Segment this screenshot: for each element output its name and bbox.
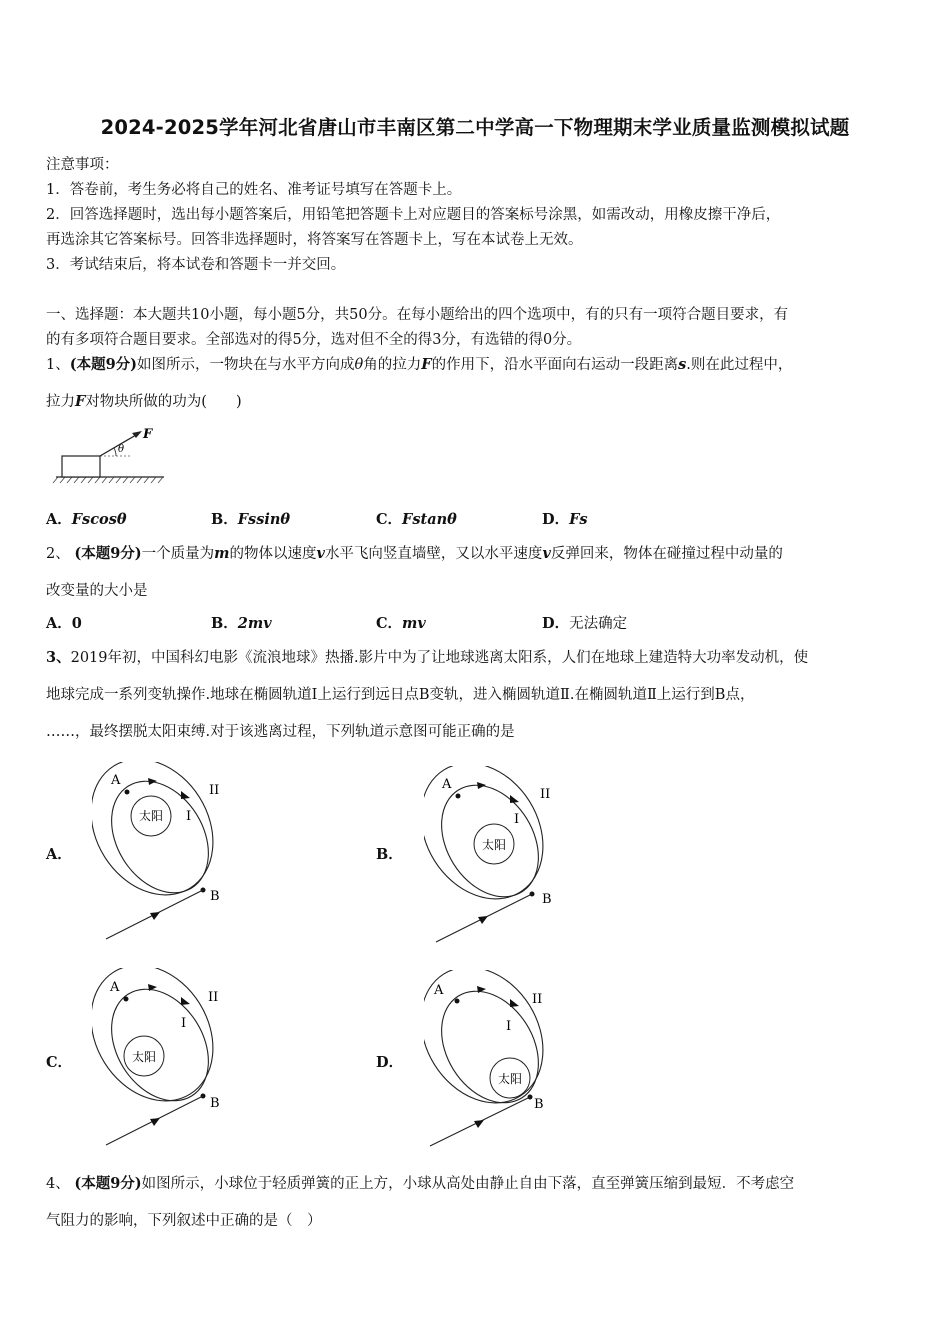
- notice-item: 1．答卷前，考生务必将自己的姓名、准考证号填写在答题卡上。: [46, 182, 462, 198]
- point-a: [125, 790, 130, 795]
- q3-stem-line3: ……，最终摆脱太阳束缚.对于该逃离过程，下列轨道示意图可能正确的是: [46, 724, 515, 740]
- q2-velocity-symbol: v: [542, 545, 551, 562]
- q3-stem-line1: [46, 646, 808, 667]
- notice-item: 2．回答选择题时，选出每小题答案后，用铅笔把答题卡上对应题目的答案标号涂黑，如需改动，用橡皮擦干净后，: [46, 207, 781, 223]
- q1-text: 的作用下，沿水平面向右运动一段距离: [431, 357, 679, 373]
- q1-option-a[interactable]: [46, 508, 127, 529]
- q1-distance-symbol: s: [678, 356, 687, 373]
- q3-orbit-diagram-d: [424, 970, 564, 1152]
- q2-option-b[interactable]: [211, 612, 272, 633]
- q2-stem-line1: [46, 542, 783, 563]
- option-letter: C．: [376, 615, 403, 632]
- q1-text: 对物块所做的功为( ): [85, 394, 242, 410]
- q2-velocity-symbol: v: [316, 545, 325, 562]
- q1-stem-line1: [46, 353, 792, 374]
- q1-theta: θ: [354, 357, 364, 373]
- point-a: [455, 999, 460, 1004]
- notice-item: 再选涂其它答案标号。回答非选择题时，将答案写在答题卡上，写在本试卷上无效。: [46, 232, 583, 248]
- q2-mass-symbol: m: [214, 545, 230, 562]
- q3-orbit-diagram-c: [92, 968, 232, 1150]
- label-orbit-2: II: [209, 783, 220, 798]
- option-text: mv: [402, 615, 426, 632]
- option-text: 0: [71, 615, 82, 632]
- notice-heading: 注意事项：: [46, 157, 119, 173]
- q1-option-b[interactable]: [211, 508, 290, 529]
- label-orbit-2: II: [208, 990, 219, 1005]
- option-text: Fssinθ: [237, 511, 291, 528]
- q1-text: 如图所示，一物块在与水平方向成: [137, 357, 355, 373]
- page-title: 2024-2025学年河北省唐山市丰南区第二中学高一下物理期末学业质量监测模拟试题: [100, 116, 850, 139]
- q3-text: 2019年初，中国科幻电影《流浪地球》热播.影片中为了让地球逃离太阳系，人们在地球上建造特大功率发动机，使: [70, 650, 809, 666]
- q3-option-d[interactable]: D．: [376, 1054, 404, 1071]
- option-text: Fscosθ: [71, 511, 127, 528]
- label-b: B: [534, 1097, 544, 1112]
- label-a: A: [110, 980, 120, 995]
- q1-text: 拉力: [46, 394, 75, 410]
- q1-option-d[interactable]: [542, 508, 588, 529]
- q1-force-symbol: F: [421, 356, 432, 373]
- label-orbit-1: I: [181, 1016, 187, 1031]
- q2-text: 水平飞向竖直墙壁，又以水平速度: [324, 546, 543, 562]
- option-text: Fs: [569, 511, 588, 528]
- q1-force-label: F: [143, 427, 153, 442]
- q4-score: (本题9分): [74, 1175, 142, 1192]
- q3-orbit-diagram-a: [92, 762, 232, 944]
- q3-orbit-diagram-b: [424, 766, 564, 948]
- option-text: 无法确定: [569, 616, 628, 632]
- q4-number: 4、: [46, 1176, 70, 1192]
- q2-number: 2、: [46, 546, 70, 562]
- point-a: [456, 794, 461, 799]
- q4-stem-line1: [46, 1172, 794, 1193]
- sun-label: 太阳: [139, 809, 164, 823]
- q4-stem-line2: 气阻力的影响，下列叙述中正确的是（ ）: [46, 1213, 322, 1229]
- option-letter: C．: [376, 511, 403, 528]
- q1-stem-line2: [46, 390, 242, 411]
- sun-label: 太阳: [482, 838, 507, 852]
- q3-option-c[interactable]: C．: [46, 1054, 73, 1071]
- label-orbit-1: I: [514, 812, 520, 827]
- q1-angle-label: θ: [118, 444, 125, 455]
- option-letter: B．: [211, 615, 238, 632]
- q3-number: 3、: [46, 649, 71, 666]
- section-instructions-line1: 一、选择题：本大题共10小题，每小题5分，共50分。在每小题给出的四个选项中，有的只有一项符合题目要求，有: [46, 307, 789, 323]
- q2-score: (本题9分): [74, 545, 142, 562]
- label-b: B: [210, 1096, 220, 1111]
- label-a: A: [434, 983, 444, 998]
- q2-text: 一个质量为: [141, 546, 215, 562]
- q1-text: .则在此过程中，: [686, 357, 793, 373]
- sun-label: 太阳: [498, 1072, 523, 1086]
- q3-option-a[interactable]: A．: [46, 846, 72, 863]
- q2-text: 反弹回来，物体在碰撞过程中动量的: [550, 546, 783, 562]
- q2-option-d[interactable]: [542, 612, 627, 633]
- option-letter: A．: [46, 511, 72, 528]
- label-a: A: [442, 777, 452, 792]
- option-letter: D．: [542, 511, 570, 528]
- q4-text: 如图所示，小球位于轻质弹簧的正上方，小球从高处由静止自由下落，直至弹簧压缩到最短．不考虑空: [141, 1176, 795, 1192]
- label-orbit-1: I: [506, 1019, 512, 1034]
- q1-figure: [46, 420, 176, 490]
- label-a: A: [111, 773, 121, 788]
- q1-score: (本题9分): [69, 356, 138, 373]
- option-letter: A．: [46, 615, 72, 632]
- q2-option-c[interactable]: [376, 612, 426, 633]
- q2-text: 的物体以速度: [229, 546, 317, 562]
- q2-stem-line2: 改变量的大小是: [46, 583, 148, 599]
- option-text: 2mv: [237, 615, 272, 632]
- sun-label: 太阳: [132, 1050, 157, 1064]
- label-orbit-1: I: [186, 809, 192, 824]
- q3-stem-line2: 地球完成一系列变轨操作.地球在椭圆轨道Ⅰ上运行到远日点B变轨，进入椭圆轨道Ⅱ.在椭圆轨道Ⅱ上运行到B点，: [46, 687, 755, 703]
- q3-option-b[interactable]: B．: [376, 846, 403, 863]
- q1-text: 角的拉力: [363, 357, 422, 373]
- label-orbit-2: II: [532, 992, 543, 1007]
- label-b: B: [542, 892, 552, 907]
- notice-item: 3．考试结束后，将本试卷和答题卡一并交回。: [46, 257, 346, 273]
- option-text: Fstanθ: [402, 511, 457, 528]
- point-a: [124, 997, 129, 1002]
- label-orbit-2: II: [540, 787, 551, 802]
- section-instructions-line2: 的有多项符合题目要求。全部选对的得5分，选对但不全的得3分，有选错的得0分。: [46, 332, 582, 348]
- option-letter: D．: [542, 615, 570, 632]
- option-letter: B．: [211, 511, 238, 528]
- q2-option-a[interactable]: [46, 612, 82, 633]
- q1-force-symbol: F: [75, 393, 86, 410]
- q1-number: 1、: [46, 357, 70, 373]
- q1-option-c[interactable]: [376, 508, 457, 529]
- q1-block: [62, 456, 100, 477]
- label-b: B: [210, 889, 220, 904]
